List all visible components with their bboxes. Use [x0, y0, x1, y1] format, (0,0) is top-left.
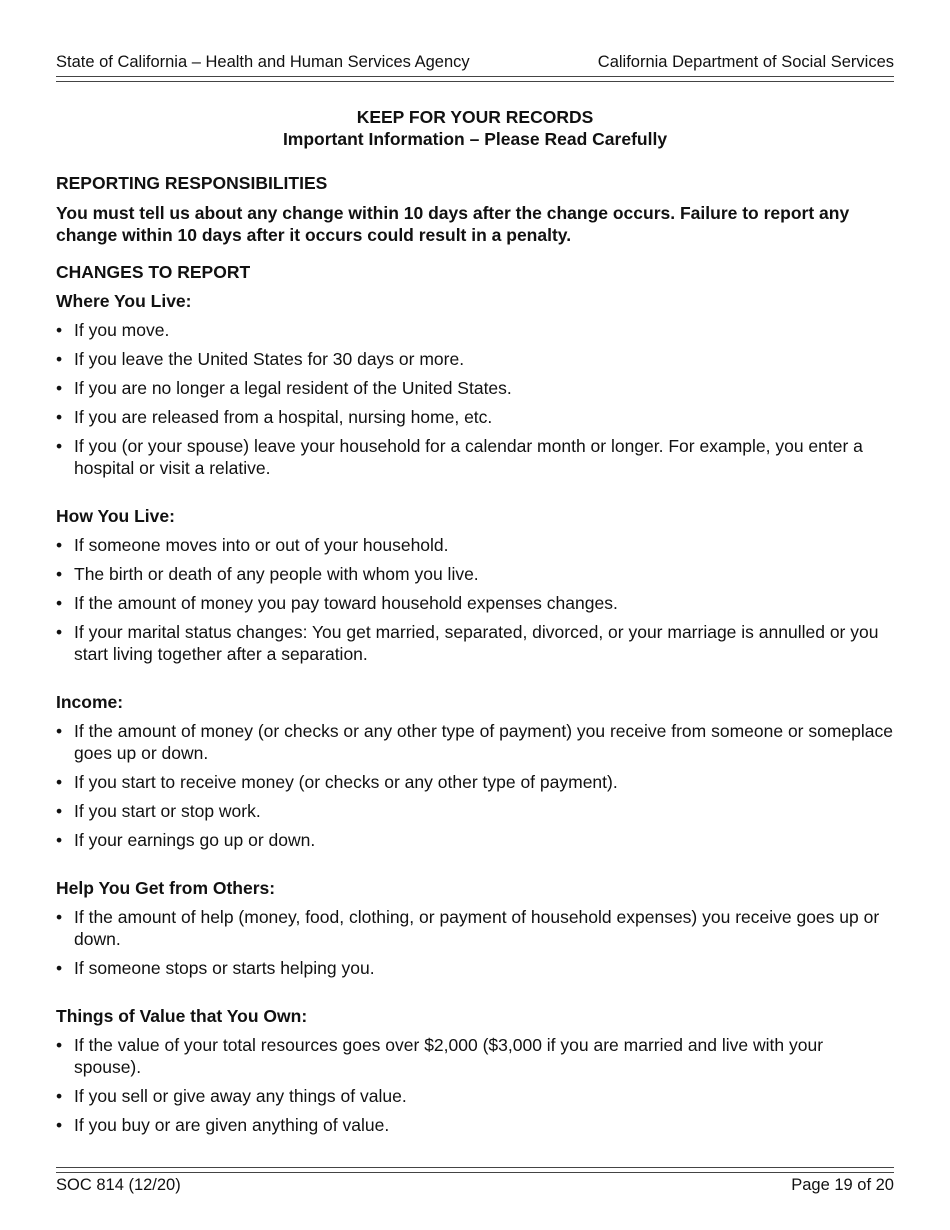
list-item: • If you are released from a hospital, nursing home, etc.: [56, 406, 894, 428]
footer-divider: [56, 1167, 894, 1173]
document-body: [56, 172, 894, 1143]
list-item: • If you leave the United States for 30 days or more.: [56, 348, 894, 370]
section-heading-where-you-live: Where You Live:: [56, 291, 192, 311]
reporting-heading: REPORTING RESPONSIBILITIES: [56, 173, 328, 193]
document-title: [56, 106, 894, 150]
section-heading-income: Income:: [56, 692, 124, 712]
list-item: • If the amount of money (or checks or any other type of payment) you receive from someone or someplace goes up or down.: [56, 720, 894, 764]
list-item: • If the amount of money you pay toward household expenses changes.: [56, 592, 894, 614]
list-income: [56, 720, 894, 851]
form-id: SOC 814 (12/20): [56, 1176, 181, 1194]
list-item: • If you buy or are given anything of value.: [56, 1114, 894, 1136]
list-item: • If you sell or give away any things of value.: [56, 1085, 894, 1107]
list-item: • If your marital status changes: You get married, separated, divorced, or your marriage is annulled or you start living together after a separation.: [56, 621, 894, 665]
document-page: [56, 0, 894, 1230]
header-divider: [56, 76, 894, 82]
list-item: • If you start to receive money (or checks or any other type of payment).: [56, 771, 894, 793]
page-header: [56, 52, 894, 72]
section-heading-help-from-others: Help You Get from Others:: [56, 878, 276, 898]
list-item: • If you (or your spouse) leave your household for a calendar month or longer. For example, you enter a hospital or visit a relative.: [56, 435, 894, 479]
list-item: • If someone stops or starts helping you.: [56, 957, 894, 979]
header-agency: State of California – Health and Human Services Agency: [56, 53, 470, 71]
list-where-you-live: [56, 319, 894, 479]
section-heading-things-of-value: Things of Value that You Own:: [56, 1006, 308, 1026]
page-number: Page 19 of 20: [791, 1176, 894, 1194]
reporting-warning: You must tell us about any change within 10 days after the change occurs. Failure to report any change within 10 days after it occurs could result in a penalty.: [56, 203, 850, 245]
list-item: • If you are no longer a legal resident of the United States.: [56, 377, 894, 399]
list-item: • If you move.: [56, 319, 894, 341]
list-help-from-others: [56, 906, 894, 979]
title-line-2: Important Information – Please Read Carefully: [282, 129, 668, 149]
list-item: • If your earnings go up or down.: [56, 829, 894, 851]
list-item: • If someone moves into or out of your household.: [56, 534, 894, 556]
list-how-you-live: [56, 534, 894, 665]
list-item: • If the amount of help (money, food, clothing, or payment of household expenses) you receive goes up or down.: [56, 906, 894, 950]
title-line-1: KEEP FOR YOUR RECORDS: [356, 107, 594, 127]
section-heading-how-you-live: How You Live:: [56, 506, 175, 526]
list-item: • If the value of your total resources goes over $2,000 ($3,000 if you are married and live with your spouse).: [56, 1034, 894, 1078]
changes-heading: CHANGES TO REPORT: [56, 262, 251, 282]
list-things-of-value: [56, 1034, 894, 1136]
header-department: California Department of Social Services: [597, 53, 894, 71]
list-item: • If you start or stop work.: [56, 800, 894, 822]
page-footer: [56, 1175, 894, 1195]
list-item: • The birth or death of any people with whom you live.: [56, 563, 894, 585]
